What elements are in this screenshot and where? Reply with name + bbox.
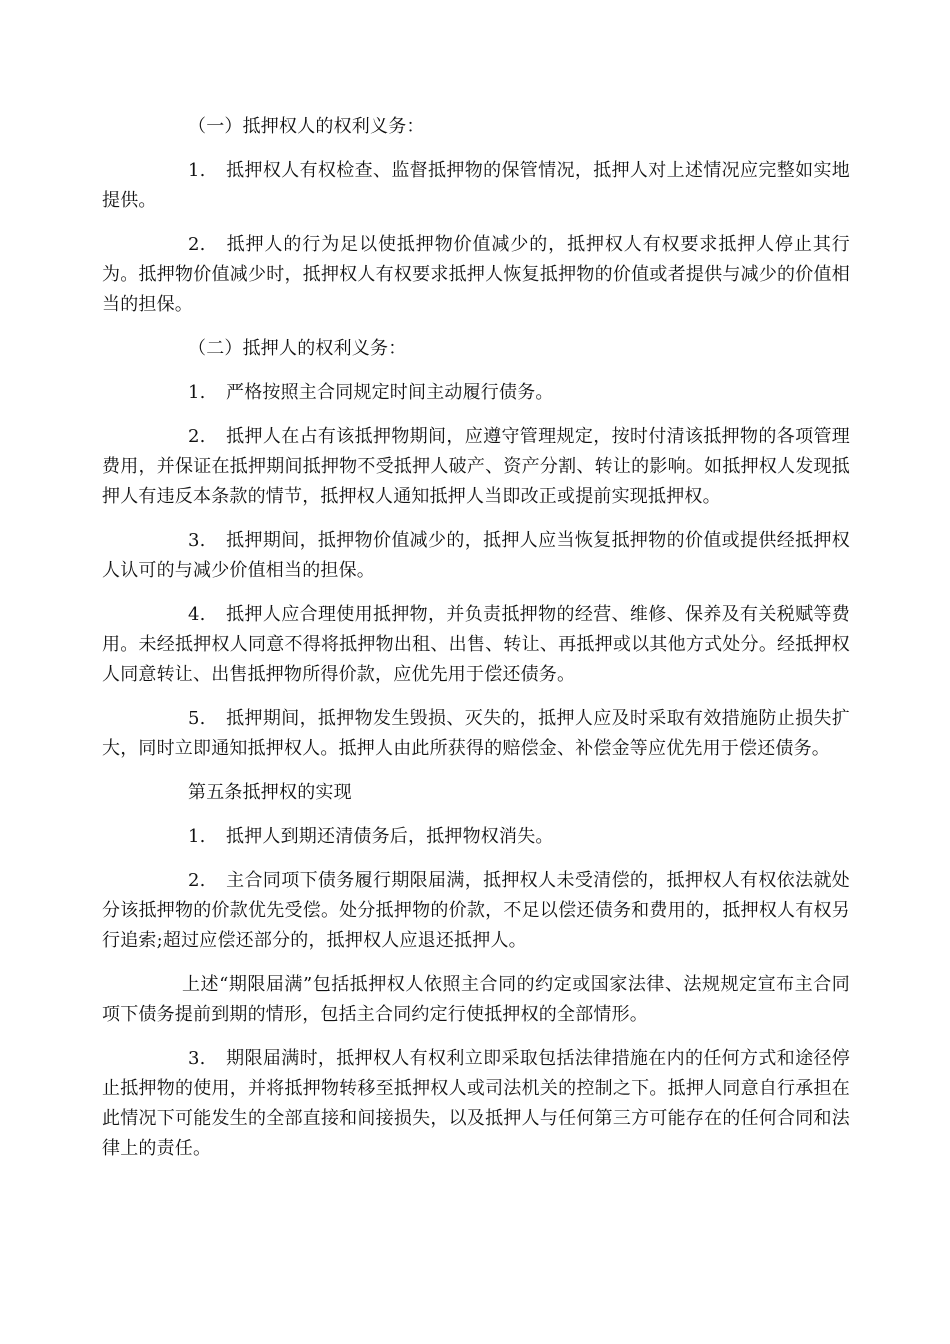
clause-paragraph (102, 600, 850, 690)
clause-number: 1. (188, 382, 206, 403)
clause-paragraph (102, 526, 850, 586)
clause-text: 抵押人在占有该抵押物期间，应遵守管理规定，按时付清该抵押物的各项管理费用，并保证在抵押期间抵押物不受抵押人破产、资产分割、转让的影响。如抵押权人发现抵押人有违反本条款的情节，抵押权人通知抵押人当即改正或提前实现抵押权。 (102, 426, 850, 507)
document-page (102, 112, 850, 1178)
clause-number: 5. (188, 708, 206, 729)
clause-text: 抵押人的行为足以使抵押物价值减少的，抵押权人有权要求抵押人停止其行为。抵押物价值减少时，抵押权人有权要求抵押人恢复抵押物的价值或者提供与减少的价值相当的担保。 (102, 234, 850, 315)
clause-paragraph (102, 378, 850, 408)
clause-number: 2. (188, 234, 206, 255)
note-paragraph: 上述“期限届满”包括抵押权人依照主合同的约定或国家法律、法规规定宣布主合同项下债务提前到期的情形，包括主合同约定行使抵押权的全部情形。 (102, 974, 850, 1025)
clause-paragraph (102, 866, 850, 956)
clause-text: 抵押期间，抵押物发生毁损、灭失的，抵押人应及时采取有效措施防止损失扩大，同时立即通知抵押权人。抵押人由此所获得的赔偿金、补偿金等应优先用于偿还债务。 (102, 708, 850, 759)
clause-paragraph (102, 156, 850, 216)
clause-text: 严格按照主合同规定时间主动履行债务。 (226, 382, 554, 403)
clause-paragraph (102, 704, 850, 764)
clause-number: 1. (188, 160, 206, 181)
clause-number: 4. (188, 604, 206, 625)
clause-number: 2. (188, 426, 206, 447)
clause-paragraph (102, 422, 850, 512)
article-heading: 第五条抵押权的实现 (188, 782, 352, 803)
clause-text: 抵押人到期还清债务后，抵押物权消失。 (226, 826, 554, 847)
clause-text: 抵押期间，抵押物价值减少的，抵押人应当恢复抵押物的价值或提供经抵押权人认可的与减少价值相当的担保。 (102, 530, 850, 581)
clause-number: 3. (188, 530, 206, 551)
clause-paragraph (102, 1044, 850, 1164)
clause-number: 2. (188, 870, 206, 891)
clause-text: 抵押人应合理使用抵押物，并负责抵押物的经营、维修、保养及有关税赋等费用。未经抵押权人同意不得将抵押物出租、出售、转让、再抵押或以其他方式处分。经抵押权人同意转让、出售抵押物所得价款，应优先用于偿还债务。 (102, 604, 850, 685)
clause-text: 抵押权人有权检查、监督抵押物的保管情况，抵押人对上述情况应完整如实地提供。 (102, 160, 850, 211)
clause-text: 期限届满时，抵押权人有权利立即采取包括法律措施在内的任何方式和途径停止抵押物的使用，并将抵押物转移至抵押权人或司法机关的控制之下。抵押人同意自行承担在此情况下可能发生的全部直接和间接损失，以及抵押人与任何第三方可能存在的任何合同和法律上的责任。 (102, 1048, 850, 1159)
clause-text: 主合同项下债务履行期限届满，抵押权人未受清偿的，抵押权人有权依法就处分该抵押物的价款优先受偿。处分抵押物的价款，不足以偿还债务和费用的，抵押权人有权另行追索;超过应偿还部分的，抵押权人应退还抵押人。 (102, 870, 850, 951)
clause-paragraph (102, 230, 850, 320)
section-heading: （一）抵押权人的权利义务： (188, 116, 425, 137)
section-heading: （二）抵押人的权利义务： (188, 338, 407, 359)
clause-paragraph (102, 822, 850, 852)
clause-number: 3. (188, 1048, 206, 1069)
clause-number: 1. (188, 826, 206, 847)
